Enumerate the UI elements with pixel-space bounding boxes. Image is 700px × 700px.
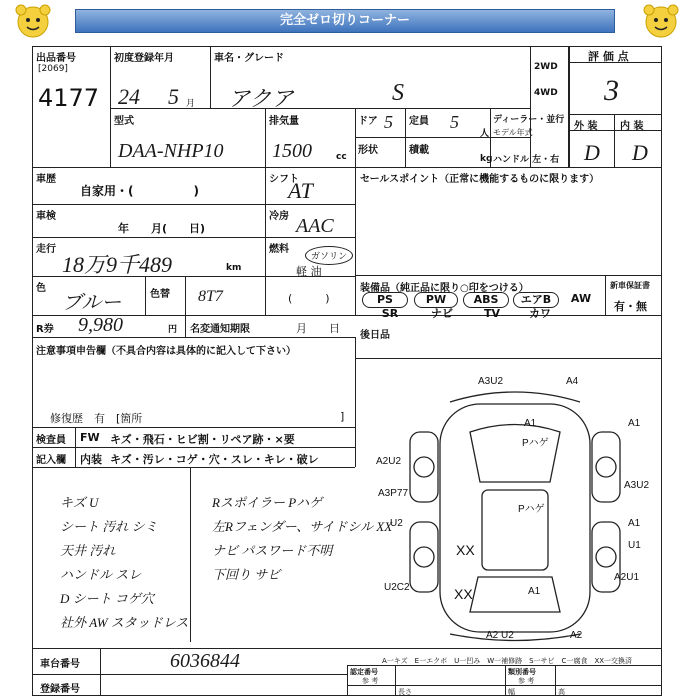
name-change-date: 月 日 — [296, 322, 340, 335]
equipment-item: TV — [483, 307, 501, 320]
header-banner — [0, 0, 700, 42]
damage-mark: A2 U2 — [486, 630, 514, 641]
damage-mark: A1 — [628, 418, 641, 429]
handwritten-note: 天井 汚れ — [60, 543, 116, 558]
repair-end: ] — [340, 410, 345, 423]
interior-grade: D — [632, 140, 648, 165]
equipment-item: PW — [414, 292, 458, 308]
equipment-label: 装備品（純正品に限り○印をつける） — [360, 283, 529, 294]
inspector-row1: キズ・飛石・ヒビ割・リペア跡・×要 — [110, 433, 295, 446]
lot-label: 出品番号 — [36, 53, 76, 64]
doors-value: 5 — [384, 112, 393, 132]
reg-month-unit: 月 — [186, 99, 196, 109]
equipment-item: カワ — [529, 307, 551, 320]
damage-mark: U2 — [390, 518, 403, 529]
equipment-item: ABS — [463, 292, 509, 308]
mileage-unit: km — [226, 263, 242, 273]
recycle-unit: 円 — [168, 325, 178, 335]
name-change-label: 名変通知期限 — [190, 324, 250, 335]
handle-label: ハンドル 左・右 — [493, 155, 560, 165]
damage-mark: U2C2 — [384, 582, 410, 593]
color-code-label: 色替 — [150, 289, 170, 300]
damage-mark: A1 — [528, 586, 541, 597]
inspection-date: 年 月( 日) — [118, 222, 206, 235]
handwritten-note: ハンドル スレ — [60, 567, 142, 582]
car-damage-diagram — [370, 372, 660, 647]
warranty-label: 新車保証書 — [610, 281, 650, 290]
auth-label: 認定番号 — [350, 668, 378, 676]
exterior-grade: D — [584, 140, 600, 165]
reg-month: 5 — [168, 84, 179, 109]
damage-mark: U1 — [628, 540, 641, 551]
history-label: 車歴 — [36, 174, 56, 185]
inspector-row1-prefix: FW — [80, 431, 100, 444]
width-label: 幅 — [508, 688, 515, 696]
warranty-value: 有・無 — [614, 300, 647, 313]
capacity-unit: 人 — [480, 129, 490, 139]
doors-label: ドア — [358, 116, 378, 127]
ac-value: AAC — [296, 215, 334, 237]
fuel-diesel: 軽 油 — [296, 265, 322, 278]
equipment-item: SR — [381, 307, 399, 320]
banner-title: 完全ゼロ切りコーナー — [279, 13, 410, 28]
rear-item-label: 後日品 — [360, 330, 390, 341]
inspector-row2: キズ・汚レ・コゲ・穴・スレ・キレ・破レ — [110, 453, 319, 466]
handwritten-note: キズ U — [60, 495, 99, 510]
handwritten-note: D シート コゲ穴 — [60, 591, 154, 606]
type-value: DAA-NHP10 — [118, 140, 224, 162]
capacity-label: 定員 — [409, 116, 429, 127]
diagram-legend: A一キズ E一エクボ U一凹み W一補修跡 S一サビ C一腐食 XX一交換済 — [382, 657, 633, 665]
lot-number: 4177 — [38, 84, 100, 112]
type-num-sub: 参 考 — [518, 677, 535, 685]
color-label: 色 — [36, 283, 46, 294]
damage-mark: A3U2 — [624, 480, 650, 491]
damage-mark: XX — [454, 586, 473, 602]
mascot-left-icon — [12, 2, 54, 40]
model-name: アクア — [228, 86, 294, 111]
reg-number-label: 登録番号 — [40, 684, 80, 695]
damage-mark: Pハゲ — [518, 504, 545, 515]
shift-value: AT — [288, 178, 313, 203]
load-unit: kg — [480, 154, 493, 164]
model-year-label: モデル年式 — [493, 128, 533, 137]
dealer-label: ディーラー・並行 — [493, 115, 565, 125]
inspector-row2-prefix: 内装 — [80, 453, 102, 466]
handwritten-note: 社外 AW スタッドレス — [60, 615, 189, 630]
type-label: 型式 — [114, 116, 134, 127]
damage-mark: A2U2 — [376, 456, 402, 467]
recycle-label: R券 — [36, 324, 54, 335]
repair-label: 修復歴 有 [箇所 — [50, 412, 143, 425]
damage-mark: A3U2 — [478, 376, 504, 387]
ac-label: 冷房 — [269, 211, 289, 222]
equipment-item: エアB — [513, 292, 559, 308]
displacement-unit: cc — [336, 152, 347, 162]
sales-point-label: セールスポイント（正常に機能するものに限ります） — [360, 174, 600, 185]
notes-label: 注意事項申告欄（不具合内容は具体的に記入して下さい） — [36, 346, 296, 357]
shape-label: 形状 — [358, 145, 378, 156]
damage-mark: A1 — [628, 518, 641, 529]
mascot-right-icon — [640, 2, 682, 40]
equipment-item: ナビ — [431, 307, 453, 320]
score-value: 3 — [604, 74, 619, 107]
chassis-label: 車台番号 — [40, 659, 80, 670]
damage-mark: A2U1 — [614, 572, 640, 583]
load-label: 積載 — [409, 145, 429, 156]
fuel-label: 燃料 — [269, 244, 289, 255]
handwritten-note: シート 汚れ シミ — [60, 519, 158, 534]
handwritten-note: 左Rフェンダー、サイドシル XX — [212, 519, 393, 534]
shift-label: シフト — [269, 174, 299, 185]
recycle-value: 9,980 — [78, 314, 123, 336]
interior-label: 内 装 — [620, 121, 644, 132]
inspector-label-1: 検査員 — [36, 435, 66, 446]
handwritten-note: Rスポイラー Pハゲ — [212, 495, 323, 510]
car-outline-icon — [370, 372, 660, 647]
lot-sub: [2069] — [38, 64, 68, 74]
damage-mark: XX — [456, 542, 475, 558]
inspection-label: 車検 — [36, 211, 56, 222]
equipment-item: PS — [362, 292, 408, 308]
handwritten-note: ナビ パスワード不明 — [212, 543, 333, 558]
grade-value: S — [392, 80, 404, 106]
damage-mark: A1 — [524, 418, 537, 429]
damage-mark: A3P77 — [378, 488, 409, 499]
height-label: 高 — [558, 688, 565, 696]
mileage-label: 走行 — [36, 244, 56, 255]
displacement-label: 排気量 — [269, 116, 299, 127]
handwritten-note: 下回り サビ — [212, 567, 281, 582]
displacement-value: 1500 — [272, 140, 312, 162]
score-label: 評 価 点 — [588, 50, 629, 63]
banner-bar — [75, 9, 615, 33]
chassis-value: 6036844 — [170, 650, 240, 672]
capacity-value: 5 — [450, 112, 459, 132]
damage-mark: Pハゲ — [522, 438, 549, 449]
drive-4wd: 4WD — [534, 88, 558, 98]
reg-year: 24 — [118, 84, 140, 109]
fuel-other: ( ) — [288, 292, 330, 305]
color-value: ブルー — [62, 292, 122, 314]
history-value: 自家用・( ) — [80, 184, 199, 198]
model-label: 車名・グレード — [214, 53, 284, 64]
damage-mark: A4 — [566, 376, 579, 387]
damage-mark: A2 — [570, 630, 583, 641]
reg-date-label: 初度登録年月 — [114, 53, 174, 64]
drive-2wd: 2WD — [534, 62, 558, 72]
exterior-label: 外 装 — [574, 121, 598, 132]
equipment-item: AW — [570, 292, 592, 305]
inspector-label-2: 記入欄 — [36, 455, 66, 466]
auth-sub: 参 考 — [362, 677, 379, 685]
length-label: 長さ — [398, 688, 412, 696]
fuel-gasoline: ガソリン — [305, 246, 353, 265]
color-code-value: 8T7 — [198, 288, 223, 305]
type-num-label: 類別番号 — [508, 668, 536, 676]
mileage-value: 18万9千489 — [62, 252, 173, 277]
